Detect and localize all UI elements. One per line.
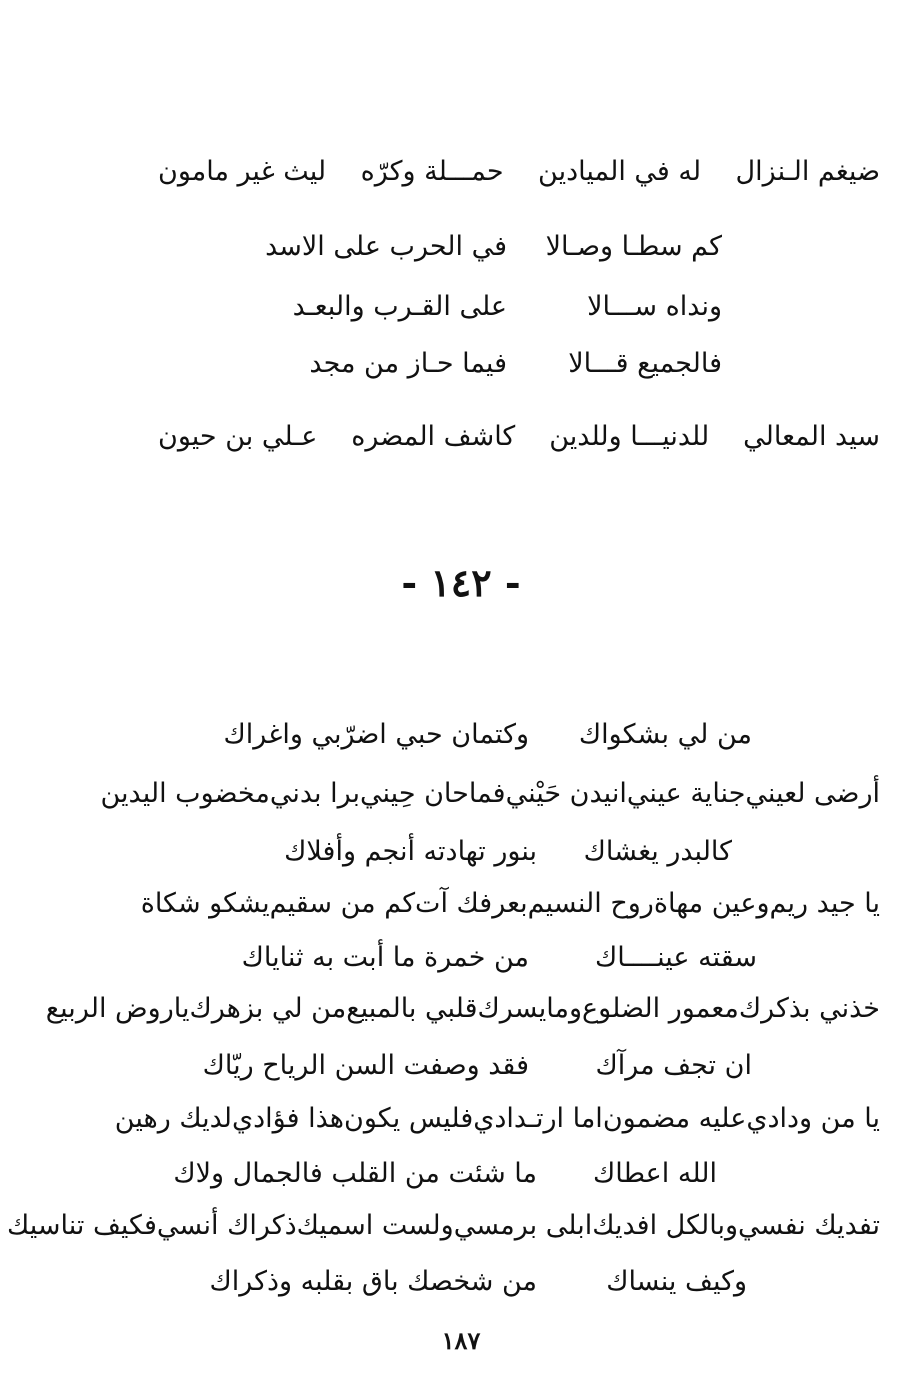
stanza-line-2-left: في الحرب على الاسد — [265, 231, 507, 262]
hemistich: ابلى برمسي — [453, 1210, 593, 1241]
stanza-line-3-right: ونداه ســـالا — [587, 291, 722, 322]
hemistich: تفديك نفسي — [738, 1210, 880, 1241]
poem-line-7-right: ان تجف مرآك — [595, 1050, 752, 1081]
poem-line-7-left: فقد وصفت السن الرياح ريّاك — [202, 1050, 529, 1081]
poem-line-6 — [45, 993, 880, 1024]
hemistich: يشكو شكاة — [140, 888, 270, 919]
hemistich: اما ارتـدادي — [473, 1103, 603, 1134]
poem-line-11-right: وكيف ينساك — [606, 1266, 747, 1297]
stanza-line-4-left: فيما حـاز من مجد — [309, 348, 507, 379]
poem-line-5-left: من خمرة ما أبت به ثناياك — [241, 942, 529, 973]
hemistich: حمـــلة وكرّه — [360, 156, 504, 187]
hemistich: ياروض الربيع — [45, 993, 190, 1024]
hemistich: يا من ودادي — [746, 1103, 880, 1134]
hemistich: عليه مضمون — [602, 1103, 747, 1134]
stanza-line-5 — [158, 423, 880, 450]
hemistich: خذني بذكرك — [738, 993, 880, 1024]
hemistich: أرضى لعيني — [745, 778, 880, 809]
hemistich: قلبي بالمبيع — [346, 993, 478, 1024]
poem-line-10 — [6, 1210, 880, 1241]
hemistich: لديك رهين — [114, 1103, 233, 1134]
hemistich: للدنيـــا وللدين — [549, 421, 710, 452]
hemistich: كاشف المضره — [351, 421, 516, 452]
stanza-line-3-left: على القـرب والبعـد — [292, 291, 507, 322]
hemistich: ومايسرك — [477, 993, 583, 1024]
hemistich: كم من سقيم — [269, 888, 416, 919]
poem-line-4 — [140, 888, 880, 919]
hemistich: ليث غير مامون — [158, 156, 327, 187]
stanza-line-4-right: فالجميع قـــالا — [568, 348, 722, 379]
poem-line-9-right: الله اعطاك — [593, 1158, 717, 1189]
poem-line-3-right: كالبدر يغشاك — [583, 836, 732, 867]
hemistich: فكيف تناسيك — [6, 1210, 157, 1241]
poem-line-8 — [114, 1103, 880, 1134]
hemistich: برا بدني — [269, 778, 361, 809]
stanza-line-1 — [158, 158, 880, 185]
hemistich: جناية عيني — [626, 778, 746, 809]
hemistich: ذكراك أنسي — [156, 1210, 297, 1241]
hemistich: انيدن حَيْني — [505, 778, 627, 809]
hemistich: وعين مهاة — [653, 888, 770, 919]
hemistich: سيد المعالي — [743, 421, 880, 452]
hemistich: ضيغم الـنزال — [735, 156, 880, 187]
hemistich: بعرفك آت — [415, 888, 528, 919]
hemistich: هذا فؤادي — [232, 1103, 345, 1134]
hemistich: له في الميادين — [538, 156, 702, 187]
poem-line-2 — [100, 778, 880, 809]
hemistich: معمور الضلوع — [582, 993, 739, 1024]
hemistich: فماحان حِيني — [360, 778, 506, 809]
poem-line-11-left: من شخصك باق بقلبه وذكراك — [209, 1266, 537, 1297]
hemistich: روح النسيم — [527, 888, 654, 919]
hemistich: يا جيد ريم — [769, 888, 880, 919]
hemistich: مخضوب اليدين — [100, 778, 270, 809]
hemistich: فليس يكون — [344, 1103, 474, 1134]
poem-line-9-left: ما شئت من القلب فالجمال ولاك — [173, 1158, 537, 1189]
hemistich: وبالكل افديك — [592, 1210, 739, 1241]
hemistich: ولست اسميك — [296, 1210, 454, 1241]
poem-line-1-right: من لي بشكواك — [578, 719, 752, 750]
poem-number: - ١٤٢ - — [401, 560, 521, 605]
poem-line-1-left: وكتمان حبي اضرّبي واغراك — [223, 719, 529, 750]
poem-line-3-left: بنور تهادته أنجم وأفلاك — [284, 836, 537, 867]
hemistich: من لي بزهرك — [189, 993, 347, 1024]
page-number: ١٨٧ — [441, 1326, 481, 1355]
stanza-line-2-right: كم سطـا وصـالا — [545, 231, 722, 262]
hemistich: عـلي بن حيون — [158, 421, 318, 452]
poem-line-5-right: سقته عينــــاك — [594, 942, 757, 973]
